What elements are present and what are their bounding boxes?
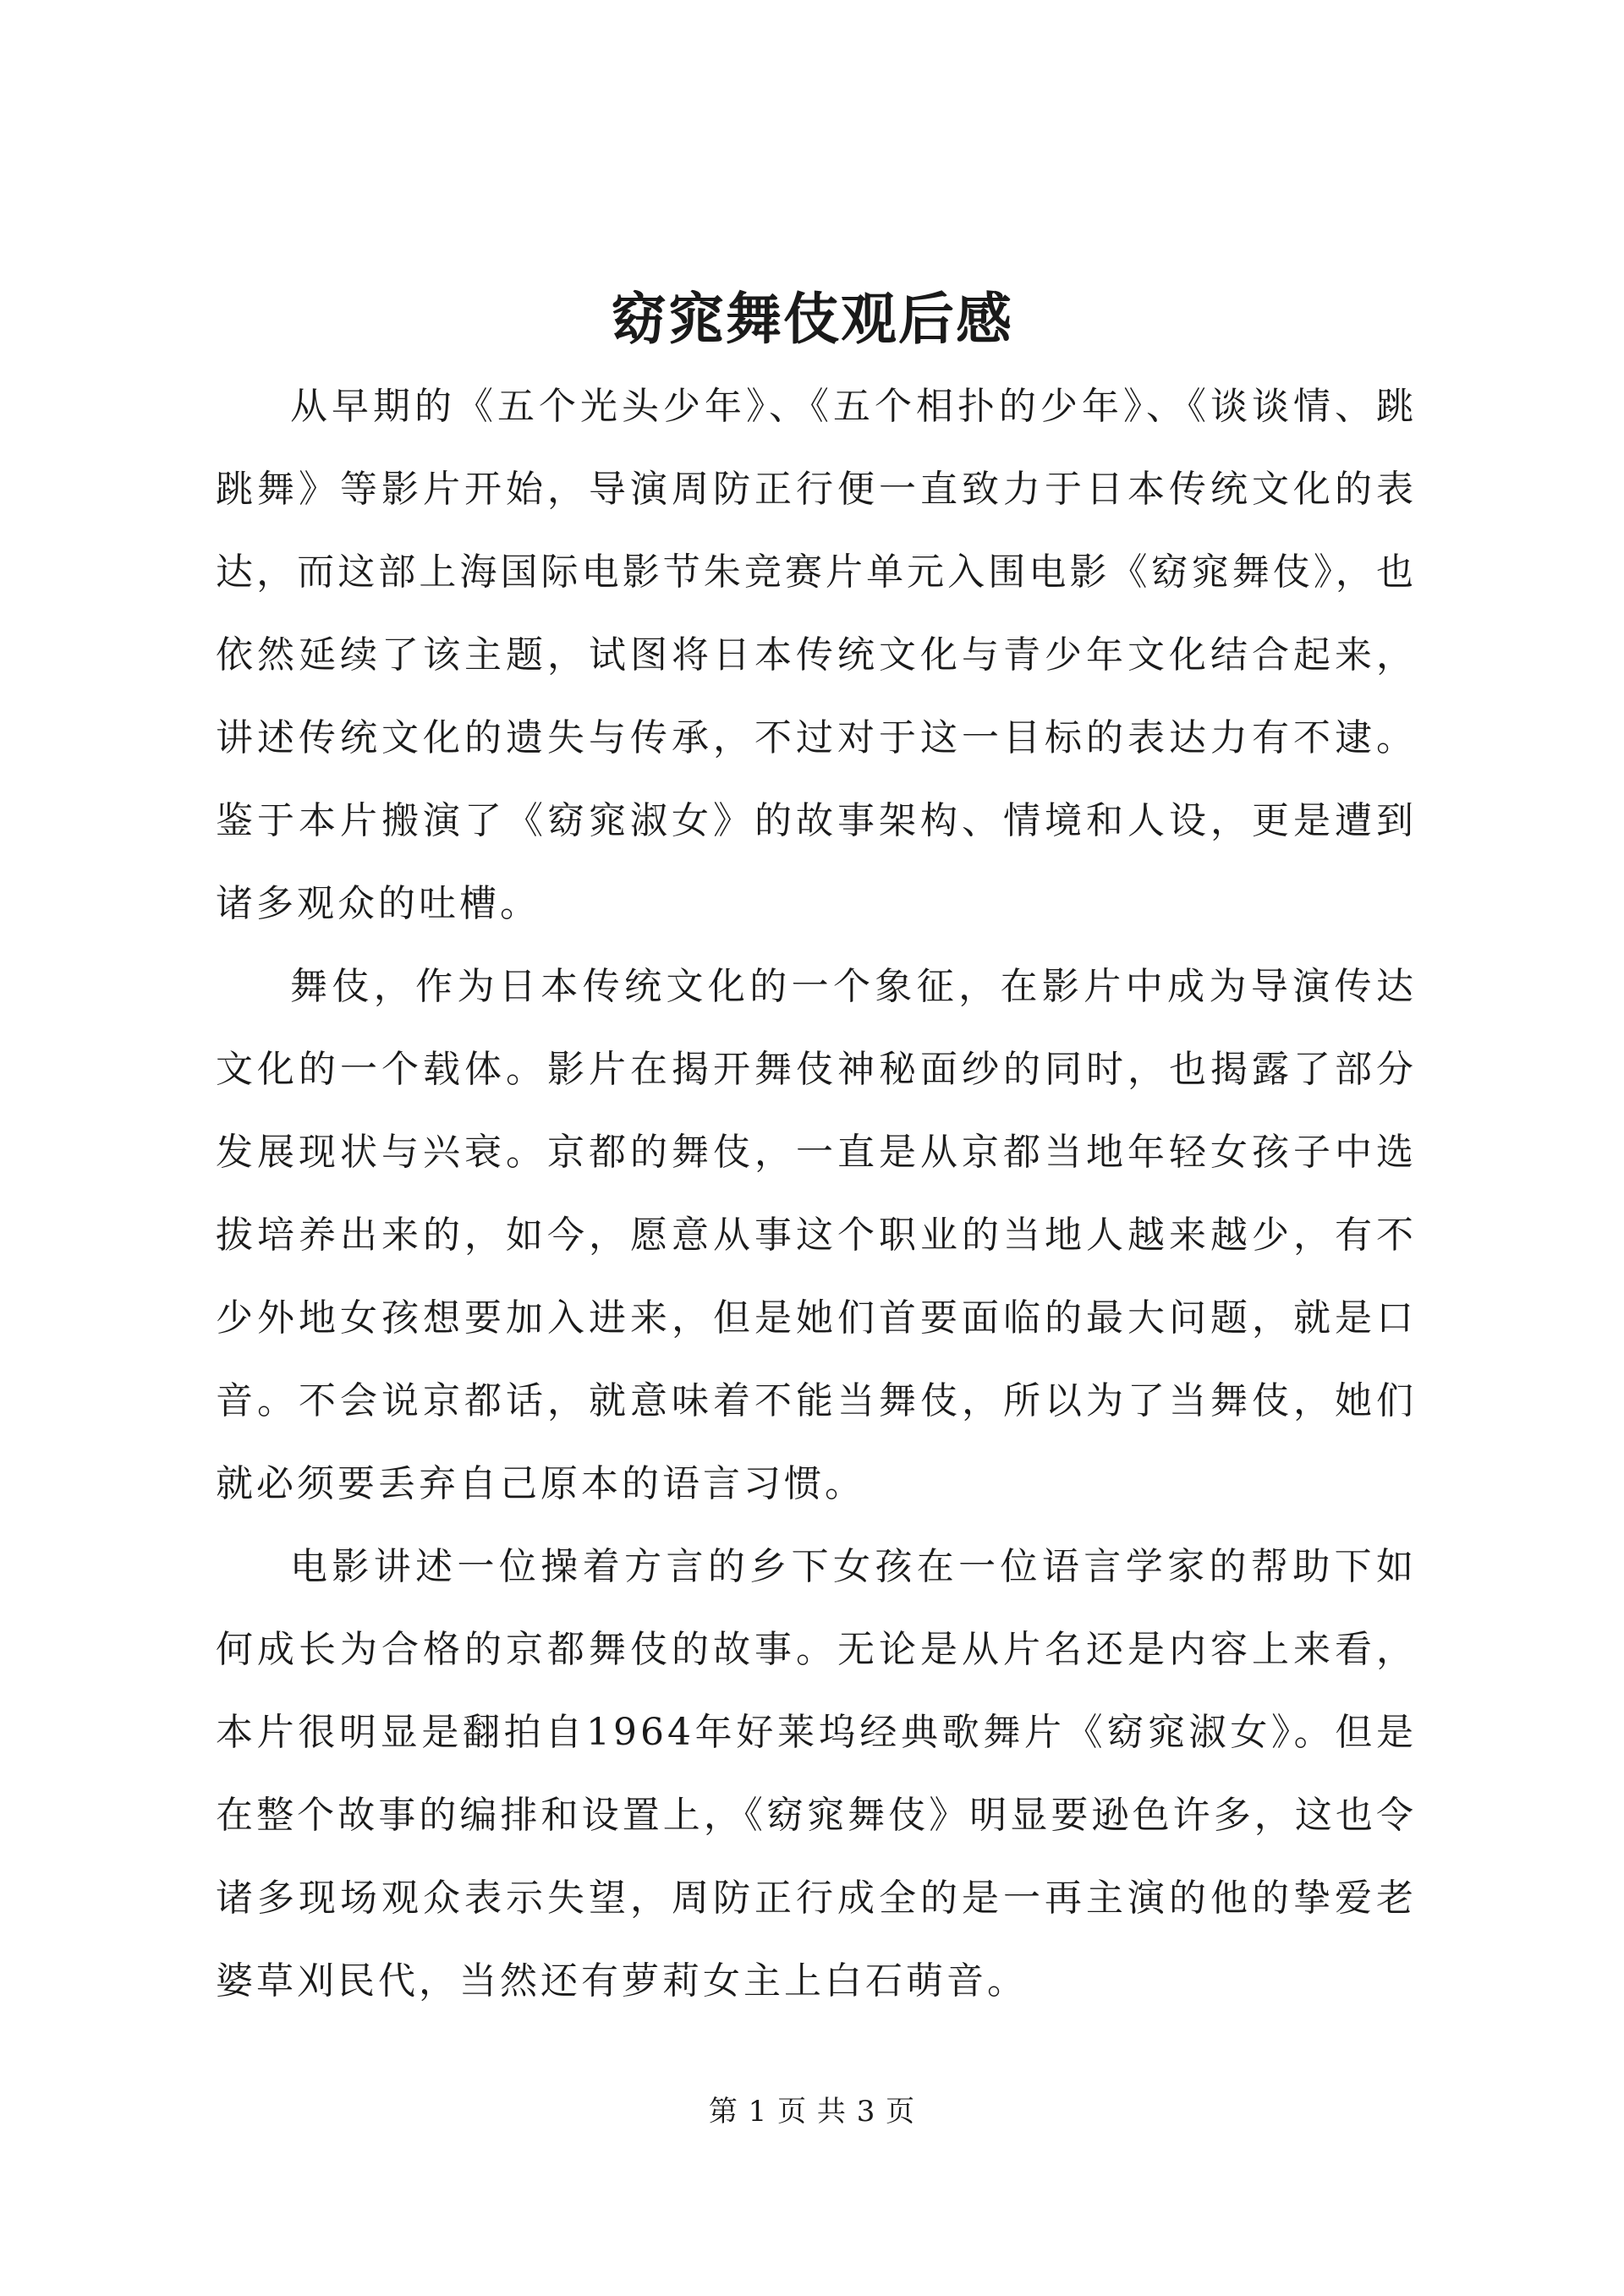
paragraph-3: 电影讲述一位操着方言的乡下女孩在一位语言学家的帮助下如何成长为合格的京都舞伎的故事。无论是从片名还是内容上来看，本片很明显是翻拍自1964年好莱坞经典歌舞片《窈窕淑女》。但是在整个故事的编排和设置上，《窈窕舞伎》明显要逊色许多，这也令诸多现场观众表示失望，周防正行成全的是一再主演的他的挚爱老婆草刈民代，当然还有萝莉女主上白石萌音。	[216, 1545, 1417, 2003]
paragraph-2: 舞伎，作为日本传统文化的一个象征，在影片中成为导演传达文化的一个载体。影片在揭开舞伎神秘面纱的同时，也揭露了部分发展现状与兴衰。京都的舞伎，一直是从京都当地年轻女孩子中选拔培养出来的，如今，愿意从事这个职业的当地人越来越少，有不少外地女孩想要加入进来，但是她们首要面临的最大问题，就是口音。不会说京都话，就意味着不能当舞伎，所以为了当舞伎，她们就必须要丢弃自己原本的语言习惯。	[216, 965, 1417, 1505]
page-number-footer: 第 1 页 共 3 页	[708, 2095, 916, 2129]
document-title: 窈窕舞伎观后感	[611, 286, 1013, 352]
paragraph-1: 从早期的《五个光头少年》、《五个相扑的少年》、《谈谈情、跳跳舞》等影片开始，导演周防正行便一直致力于日本传统文化的表达，而这部上海国际电影节朱竞赛片单元入围电影《窈窕舞伎》，也依然延续了该主题，试图将日本传统文化与青少年文化结合起来，讲述传统文化的遗失与传承，不过对于这一目标的表达力有不逮。鉴于本片搬演了《窈窕淑女》的故事架构、情境和人设，更是遭到诸多观众的吐槽。	[216, 385, 1417, 925]
document-body	[216, 365, 1417, 2023]
